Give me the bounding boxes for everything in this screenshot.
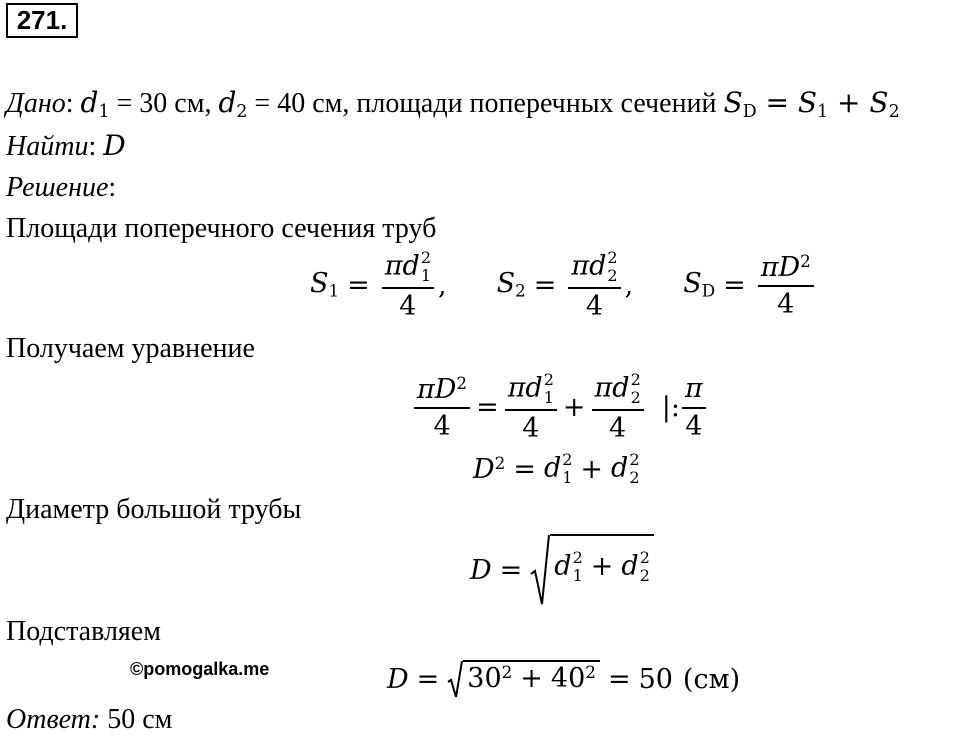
solution-line-1: Площади поперечного сечения труб	[6, 213, 437, 244]
find-label: Найти	[6, 131, 89, 162]
calculation: D = $30^2 + 40^2$ = 50 (см)	[387, 660, 740, 698]
sqrt-sign-2: $30^2 + 40^2$	[447, 660, 600, 698]
given-unit-1: см	[174, 88, 205, 119]
given-text: площади поперечных сечений	[356, 88, 717, 119]
solution-label: Решение	[6, 172, 109, 203]
calc-unit: (см)	[682, 663, 741, 695]
given-d1: $d_1$	[80, 86, 110, 122]
given-d2: $d_2$	[218, 86, 248, 122]
given-line: Дано: $d_1 = 30$ см, $d_2 = 40$ см, площади поперечных сечений $S_D = S_1 + S_2$	[6, 86, 900, 122]
given-d2-value: 40	[277, 88, 306, 119]
watermark: ©pomogalka.me	[130, 659, 270, 679]
problem-number: 271.	[6, 3, 78, 38]
area-formulas: $S_1$ = πd 2 1 4 , $S_2$ = πd 2 2 4 , $S_D$ = $\frac{\pi D^2}{4}$	[310, 250, 818, 320]
given-d1-value: 30	[139, 88, 168, 119]
given-label: Дано	[6, 88, 66, 119]
solution-line-2: Получаем уравнение	[6, 333, 255, 364]
solution-line-3: Диаметр большой трубы	[6, 494, 302, 525]
answer-line	[6, 706, 172, 734]
find-target: D	[103, 129, 126, 162]
solution-line-4: Подставляем	[6, 616, 161, 647]
given-formula: $S_D = S_1 + S_2$	[723, 86, 900, 122]
equation-simplified: $D^2$ = d 2 1 + d 2 2	[473, 450, 640, 487]
answer-label: Ответ:	[6, 704, 101, 735]
calc-result: 50	[638, 663, 673, 695]
solution-label-line: Решение:	[6, 172, 117, 203]
given-unit-2: см	[312, 88, 343, 119]
equation: $\frac{\pi D^2}{4}$ = πd 2 1 4 + πd 2 2 4 |: $\frac{\pi}{4}$	[410, 372, 710, 442]
calc-first: 30	[467, 663, 502, 695]
sqrt-sign: d 2 1 + d 2 2	[530, 534, 654, 606]
find-line: Найти: D	[6, 129, 126, 162]
diameter-formula: D = d 2 1 + d 2 2	[470, 534, 654, 606]
calc-second: 40	[550, 663, 586, 695]
answer-value: 50 см	[107, 704, 173, 735]
